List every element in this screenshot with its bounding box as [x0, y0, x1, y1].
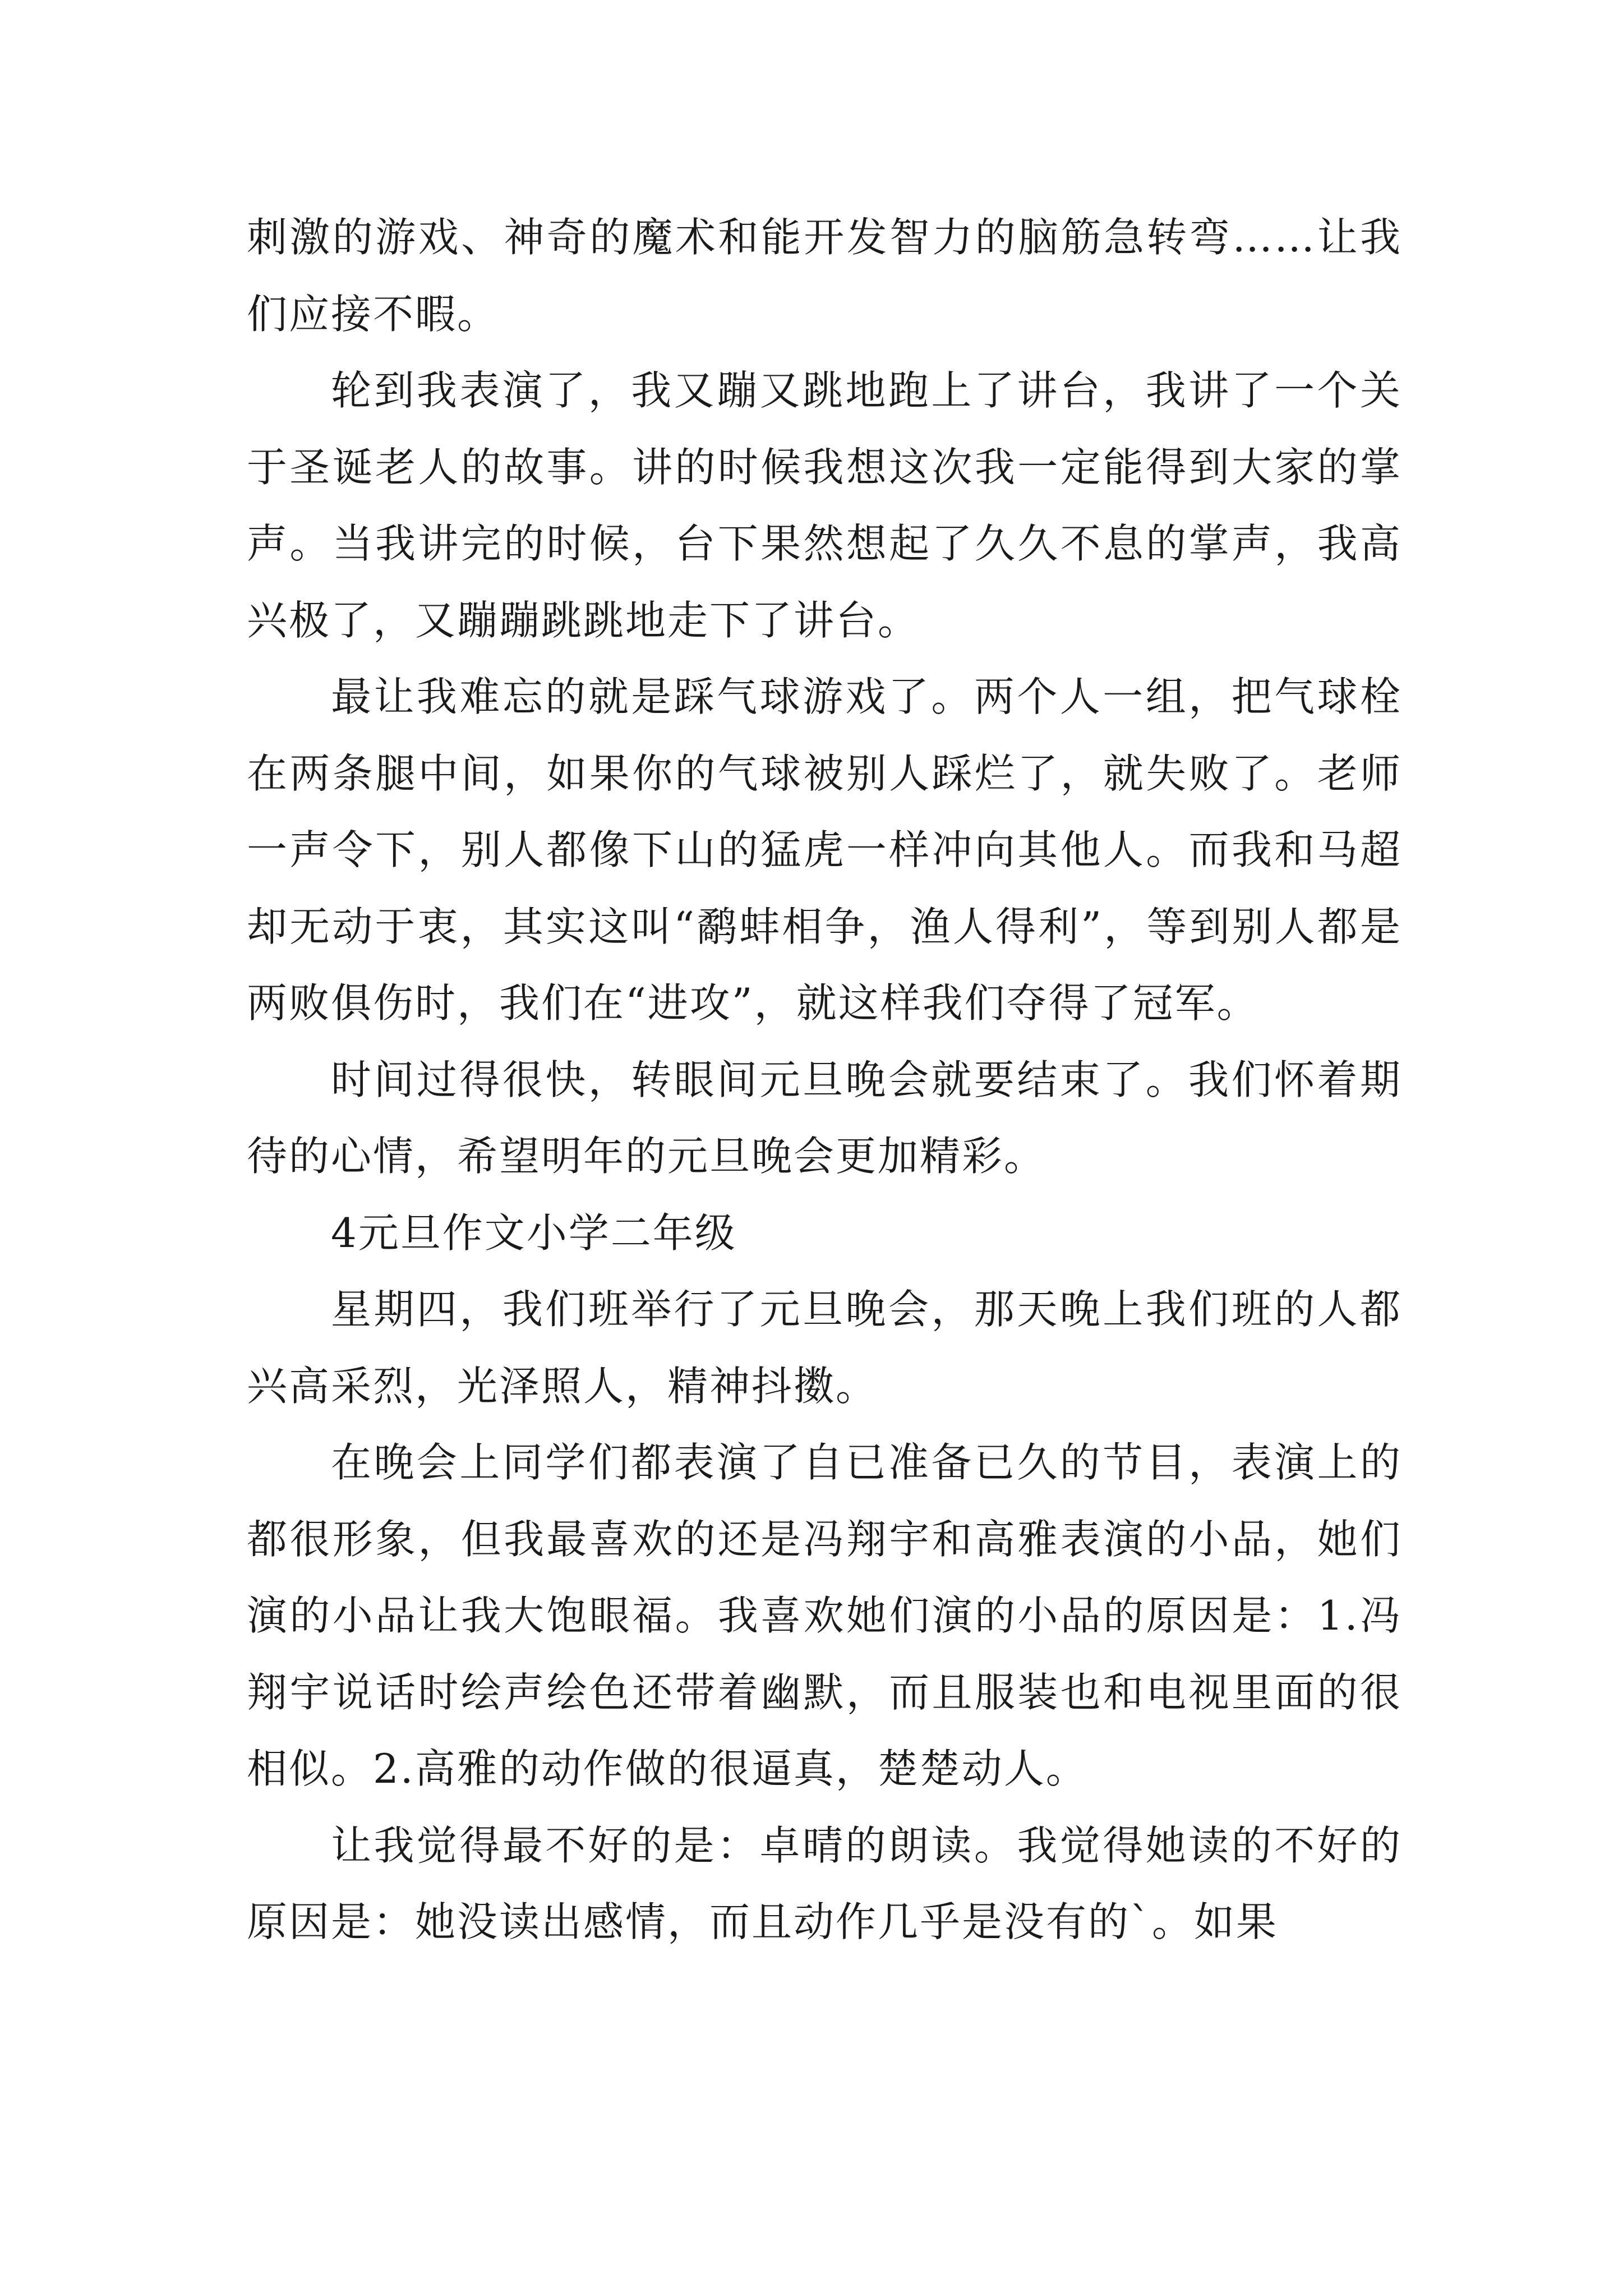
body-text	[247, 199, 1402, 1961]
paragraph-performance: 轮到我表演了，我又蹦又跳地跑上了讲台，我讲了一个关于圣诞老人的故事。讲的时候我想这次我一定能得到大家的掌声。当我讲完的时候，台下果然想起了久久不息的掌声，我高兴极了，又蹦蹦跳跳地走下了讲台。	[247, 367, 1402, 644]
paragraph-continuation: 刺激的游戏、神奇的魔术和能开发智力的脑筋急转弯……让我们应接不暇。	[247, 214, 1402, 338]
paragraph-least-favorite: 让我觉得最不好的是：卓晴的朗读。我觉得她读的不好的原因是：她没读出感情，而且动作几乎是没有的`。如果	[247, 1821, 1402, 1945]
paragraph-party-intro: 星期四，我们班举行了元旦晚会，那天晚上我们班的人都兴高采烈，光泽照人，精神抖擞。	[247, 1286, 1402, 1410]
paragraph-ending: 时间过得很快，转眼间元旦晚会就要结束了。我们怀着期待的心情，希望明年的元旦晚会更加精彩。	[247, 1056, 1402, 1180]
section-heading: 4元旦作文小学二年级	[331, 1209, 737, 1257]
paragraph-favorite-skit: 在晚会上同学们都表演了自已准备已久的节目，表演上的都很形象，但我最喜欢的还是冯翔宇和高雅表演的小品，她们演的小品让我大饱眼福。我喜欢她们演的小品的原因是：1.冯翔宇说话时绘声绘色还带着幽默，而且服装也和电视里面的很相似。2.高雅的动作做的很逼真，楚楚动人。	[247, 1439, 1402, 1792]
paragraph-balloon-game: 最让我难忘的就是踩气球游戏了。两个人一组，把气球栓在两条腿中间，如果你的气球被别人踩烂了，就失败了。老师一声令下，别人都像下山的猛虎一样冲向其他人。而我和马超却无动于衷，其实这叫“鹬蚌相争，渔人得利”，等到别人都是两败俱伤时，我们在“进攻”，就这样我们夺得了冠军。	[247, 673, 1402, 1027]
